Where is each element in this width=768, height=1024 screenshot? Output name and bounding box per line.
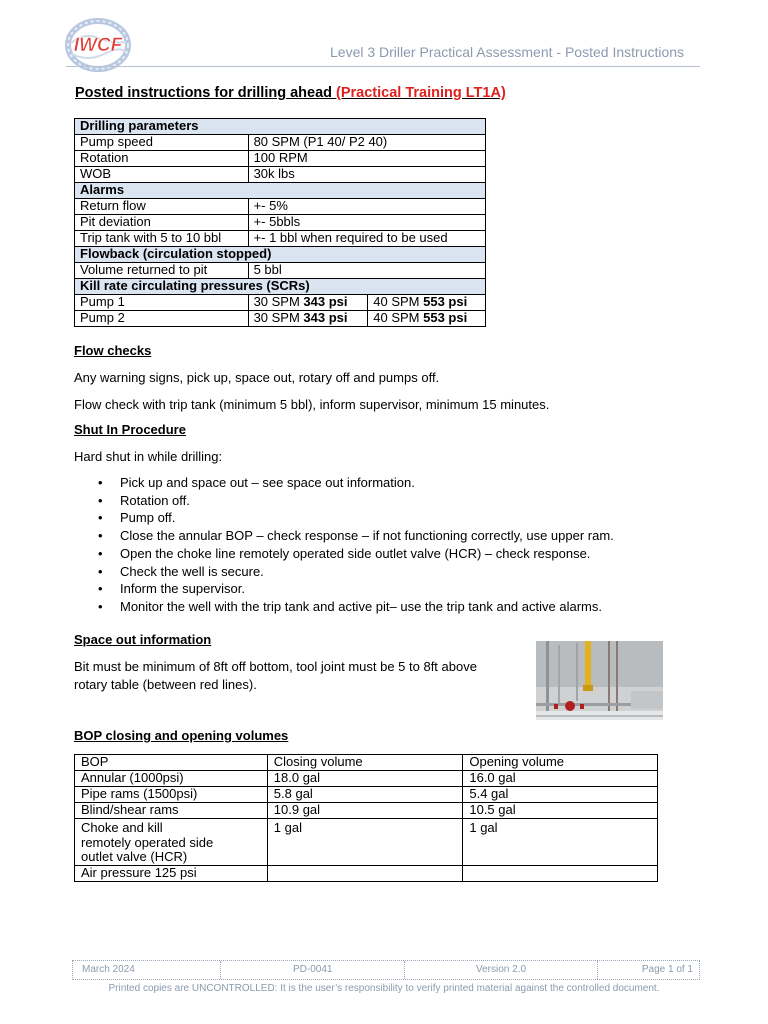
list-item: • Close the annular BOP – check response – if not functioning correctly, use upper ram. — [96, 527, 614, 545]
row-label: Pit deviation — [75, 215, 249, 231]
row-label: Pump speed — [75, 135, 249, 151]
row-value: 80 SPM (P1 40/ P2 40) — [248, 135, 485, 151]
opening-volume: 10.5 gal — [463, 803, 658, 819]
section-alarms: Alarms — [75, 183, 486, 199]
space-out-line: Bit must be minimum of 8ft off bottom, tool joint must be 5 to 8ft above — [74, 659, 477, 674]
pump-slow-rate — [248, 295, 368, 311]
rate-psi: 553 psi — [423, 294, 468, 309]
rate-prefix: 40 SPM — [373, 310, 424, 325]
shut-in-intro: Hard shut in while drilling: — [74, 449, 223, 464]
bop-name-line: Choke and kill — [81, 820, 163, 835]
table-row — [75, 167, 486, 183]
row-value: 30k lbs — [248, 167, 485, 183]
bop-name: Blind/shear rams — [75, 803, 268, 819]
row-label: Rotation — [75, 151, 249, 167]
row-label: WOB — [75, 167, 249, 183]
footer-divider — [220, 961, 221, 979]
table-row — [75, 771, 658, 787]
table-section-row — [75, 119, 486, 135]
footer-divider — [597, 961, 598, 979]
section-drilling-parameters: Drilling parameters — [75, 119, 486, 135]
rig-floor-photo — [536, 641, 663, 720]
opening-volume: 16.0 gal — [463, 771, 658, 787]
list-item: • Check the well is secure. — [96, 563, 614, 581]
table-row — [75, 865, 658, 881]
document-title — [75, 85, 506, 101]
bop-heading: BOP closing and opening volumes — [74, 728, 289, 743]
table-row — [75, 295, 486, 311]
table-row — [75, 311, 486, 327]
footer-info — [72, 960, 700, 980]
column-header: BOP — [75, 755, 268, 771]
row-label: Trip tank with 5 to 10 bbl — [75, 231, 249, 247]
footer-divider — [404, 961, 405, 979]
table-section-row — [75, 279, 486, 295]
row-value: 100 RPM — [248, 151, 485, 167]
footer-doc-id: PD-0041 — [293, 964, 333, 975]
opening-volume: 1 gal — [463, 819, 658, 866]
flow-checks-line: Flow check with trip tank (minimum 5 bbl), inform supervisor, minimum 15 minutes. — [74, 397, 550, 412]
document-title-highlight: (Practical Training LT1A) — [336, 85, 506, 101]
rate-psi: 553 psi — [423, 310, 468, 325]
table-row — [75, 199, 486, 215]
footer-date: March 2024 — [82, 964, 135, 975]
pump-fast-rate — [368, 311, 486, 327]
row-value: +- 1 bbl when required to be used — [248, 231, 485, 247]
table-row — [75, 151, 486, 167]
bop-name-line: outlet valve (HCR) — [81, 849, 188, 864]
table-section-row — [75, 247, 486, 263]
column-header: Opening volume — [463, 755, 658, 771]
section-kill-rate: Kill rate circulating pressures (SCRs) — [75, 279, 486, 295]
rate-psi: 343 psi — [303, 294, 348, 309]
list-item: • Monitor the well with the trip tank and active pit– use the trip tank and active alarms. — [96, 598, 614, 616]
bop-name-line: remotely operated side — [81, 834, 214, 850]
flow-checks-heading: Flow checks — [74, 343, 152, 358]
pump-fast-rate — [368, 295, 486, 311]
list-item: • Rotation off. — [96, 492, 614, 510]
row-label: Return flow — [75, 199, 249, 215]
closing-volume: 18.0 gal — [267, 771, 463, 787]
opening-volume — [463, 865, 658, 881]
list-item: • Inform the supervisor. — [96, 580, 614, 598]
table-header-row — [75, 755, 658, 771]
footer-version: Version 2.0 — [476, 964, 527, 975]
list-item: • Open the choke line remotely operated side outlet valve (HCR) – check response. — [96, 545, 614, 563]
pump-label: Pump 1 — [75, 295, 249, 311]
table-section-row — [75, 183, 486, 199]
table-row — [75, 819, 658, 866]
iwcf-logo — [64, 14, 134, 74]
table-row — [75, 787, 658, 803]
closing-volume — [267, 865, 463, 881]
space-out-heading: Space out information — [74, 632, 212, 647]
list-item: • Pick up and space out – see space out information. — [96, 474, 614, 492]
rate-prefix: 40 SPM — [373, 294, 424, 309]
table-row — [75, 231, 486, 247]
bop-name: Air pressure 125 psi — [75, 865, 268, 881]
footer-note: Printed copies are UNCONTROLLED: It is the user’s responsibility to verify printed material against the controlled document. — [108, 983, 660, 994]
svg-text:IWCF: IWCF — [73, 35, 123, 56]
header-title: Level 3 Driller Practical Assessment - Posted Instructions — [330, 44, 685, 60]
row-label: Volume returned to pit — [75, 263, 249, 279]
closing-volume: 1 gal — [267, 819, 463, 866]
table-row — [75, 803, 658, 819]
table-row — [75, 135, 486, 151]
header-divider — [66, 66, 700, 67]
shut-in-steps — [96, 474, 614, 616]
pump-label: Pump 2 — [75, 311, 249, 327]
rate-prefix: 30 SPM — [253, 294, 304, 309]
bop-name — [75, 819, 268, 866]
document-title-text: Posted instructions for drilling ahead — [75, 85, 337, 101]
space-out-line: rotary table (between red lines). — [74, 677, 257, 692]
bop-volumes-table — [74, 754, 658, 882]
table-row — [75, 263, 486, 279]
bop-name: Annular (1000psi) — [75, 771, 268, 787]
section-flowback: Flowback (circulation stopped) — [75, 247, 486, 263]
drilling-parameters-table — [74, 118, 486, 327]
closing-volume: 5.8 gal — [267, 787, 463, 803]
bop-name: Pipe rams (1500psi) — [75, 787, 268, 803]
row-value: +- 5bbls — [248, 215, 485, 231]
table-row — [75, 215, 486, 231]
row-value: +- 5% — [248, 199, 485, 215]
flow-checks-line: Any warning signs, pick up, space out, rotary off and pumps off. — [74, 370, 440, 385]
rate-psi: 343 psi — [303, 310, 348, 325]
closing-volume: 10.9 gal — [267, 803, 463, 819]
opening-volume: 5.4 gal — [463, 787, 658, 803]
column-header: Closing volume — [267, 755, 463, 771]
rate-prefix: 30 SPM — [253, 310, 304, 325]
shut-in-heading: Shut In Procedure — [74, 422, 186, 437]
pump-slow-rate — [248, 311, 368, 327]
list-item: • Pump off. — [96, 509, 614, 527]
footer-page: Page 1 of 1 — [641, 964, 693, 975]
row-value: 5 bbl — [248, 263, 485, 279]
